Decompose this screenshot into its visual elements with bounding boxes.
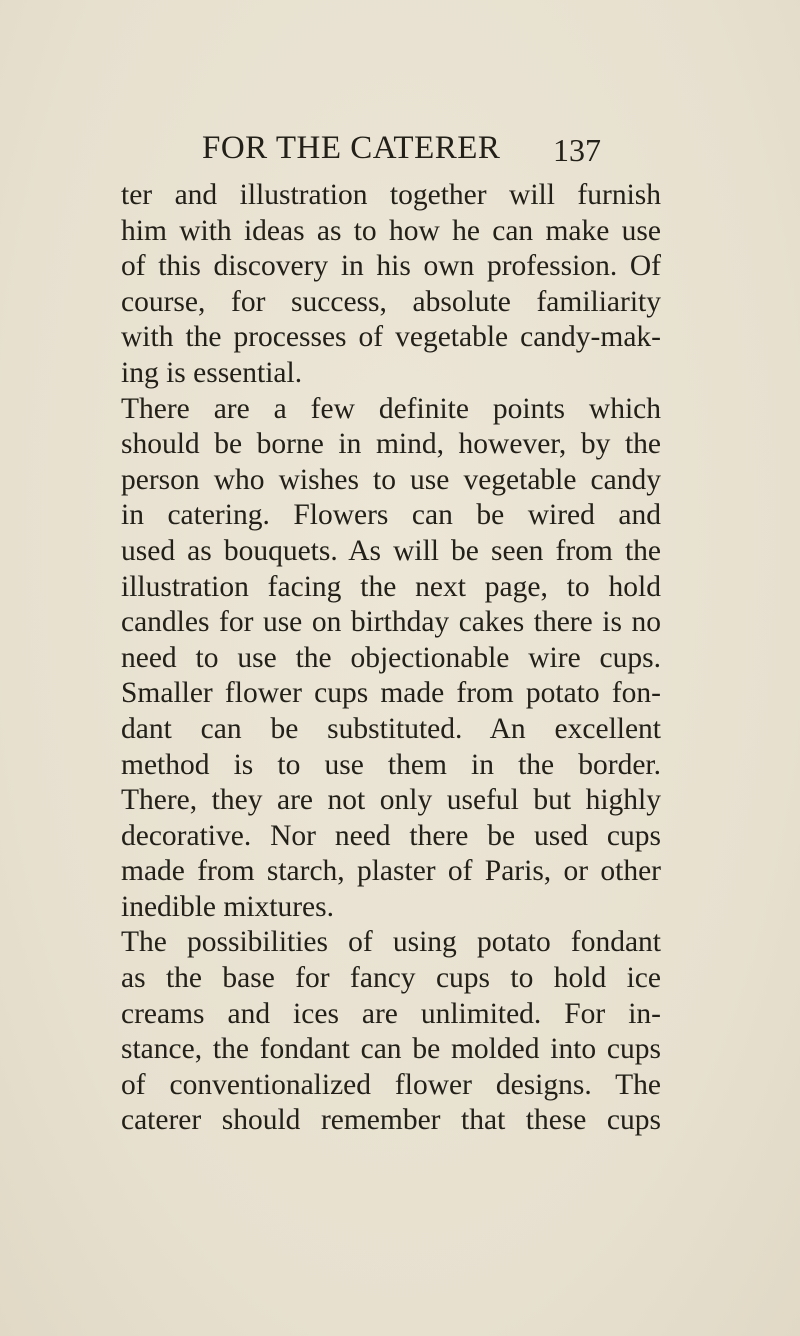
text-line: caterer should remember that these cups — [121, 1104, 661, 1137]
text-line: as the base for fancy cups to hold ice — [121, 962, 661, 995]
text-line: Smaller flower cups made from potato fon- — [121, 677, 661, 710]
text-line: ter and illustration together will furnish — [121, 179, 661, 211]
text-line: him with ideas as to how he can make use — [121, 214, 661, 247]
text-line: The possibilities of using potato fondant — [121, 926, 661, 959]
text-line: with the processes of vegetable candy-mak- — [121, 321, 661, 354]
text-line: inedible mixtures. — [121, 890, 335, 923]
text-line: ing is essential. — [121, 356, 303, 389]
text-line: of this discovery in his own profession. Of — [121, 250, 661, 283]
text-line: method is to use them in the border. — [121, 748, 661, 781]
text-line: made from starch, plaster of Paris, or other — [121, 855, 661, 888]
text-line: should be borne in mind, however, by the — [121, 428, 661, 461]
text-line: illustration facing the next page, to hold — [121, 570, 661, 603]
text-line: decorative. Nor need there be used cups — [121, 819, 661, 852]
text-line: creams and ices are unlimited. For in- — [121, 997, 661, 1030]
text-line: person who wishes to use vegetable candy — [121, 463, 661, 496]
text-line: candles for use on birthday cakes there is no — [121, 606, 661, 639]
text-line: course, for success, absolute familiarity — [121, 285, 661, 318]
text-line: need to use the objectionable wire cups. — [121, 641, 661, 674]
text-line: There, they are not only useful but highly — [121, 784, 661, 817]
text-line: stance, the fondant can be molded into cups — [121, 1033, 661, 1066]
body-text — [121, 178, 661, 1139]
text-line: dant can be substituted. An excellent — [121, 712, 661, 745]
running-head — [0, 130, 800, 170]
text-line: used as bouquets. As will be seen from the — [121, 534, 661, 567]
text-line: in catering. Flowers can be wired and — [121, 499, 661, 532]
running-title: FOR THE CATERER — [202, 130, 501, 166]
text-line: of conventionalized flower designs. The — [121, 1068, 661, 1101]
text-line: There are a few definite points which — [121, 392, 661, 425]
page-number: 137 — [553, 132, 601, 168]
